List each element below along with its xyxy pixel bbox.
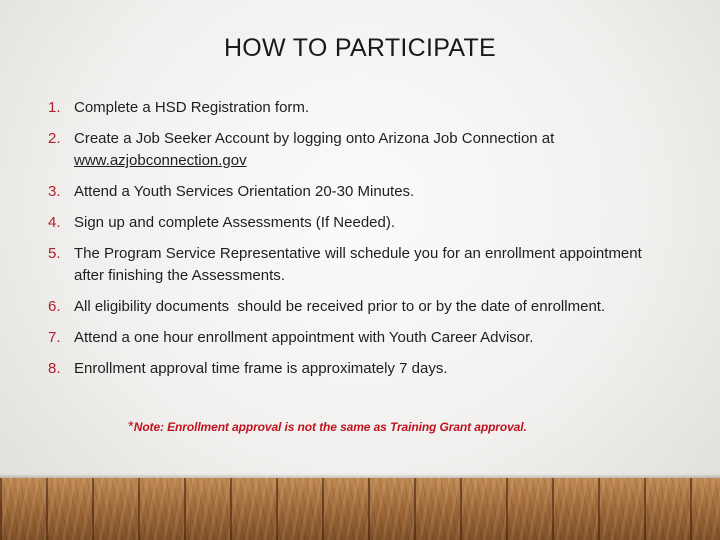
list-item-step-3: [48, 181, 648, 203]
step-text: Sign up and complete Assessments (If Needed).: [74, 214, 396, 231]
step-number: 1.: [48, 99, 61, 116]
step-text-wrapper: [74, 128, 648, 172]
step-text: Complete a HSD Registration form.: [74, 99, 310, 116]
step-text: The Program Service Representative will schedule you for an enrollment appointment after finishing the Assessments.: [74, 245, 642, 284]
step-number: 3.: [48, 183, 61, 200]
step-text: Attend a Youth Services Orientation 20-30 Minutes.: [74, 183, 415, 200]
step-text: Enrollment approval time frame is approximately 7 days.: [74, 360, 448, 377]
step-number: 7.: [48, 329, 61, 346]
list-item-step-6: [48, 296, 648, 318]
note-asterisk: *: [128, 418, 134, 435]
steps-list: [48, 97, 648, 389]
azjobconnection-link[interactable]: www.azjobconnection.gov: [74, 152, 247, 169]
step-number: 6.: [48, 298, 61, 315]
step-number: 2.: [48, 130, 61, 147]
step-number: 8.: [48, 360, 61, 377]
step-text: Attend a one hour enrollment appointment with Youth Career Advisor.: [74, 329, 534, 346]
step-number: 5.: [48, 245, 61, 262]
list-item-step-7: [48, 327, 648, 349]
step-text: Create a Job Seeker Account by logging onto Arizona Job Connection at: [74, 130, 555, 147]
page-title: HOW TO PARTICIPATE: [223, 34, 497, 62]
note-text: Note: Enrollment approval is not the same as Training Grant approval.: [133, 420, 527, 434]
list-item-step-4: [48, 212, 648, 234]
list-item-step-8: [48, 358, 648, 380]
approval-note: [128, 418, 527, 435]
step-text: All eligibility documents should be received prior to or by the date of enrollment.: [74, 298, 606, 315]
step-number: 4.: [48, 214, 61, 231]
wood-floor: [0, 478, 720, 540]
list-item-step-1: [48, 97, 648, 119]
list-item-step-5: [48, 243, 648, 287]
list-item-step-2: [48, 128, 648, 172]
